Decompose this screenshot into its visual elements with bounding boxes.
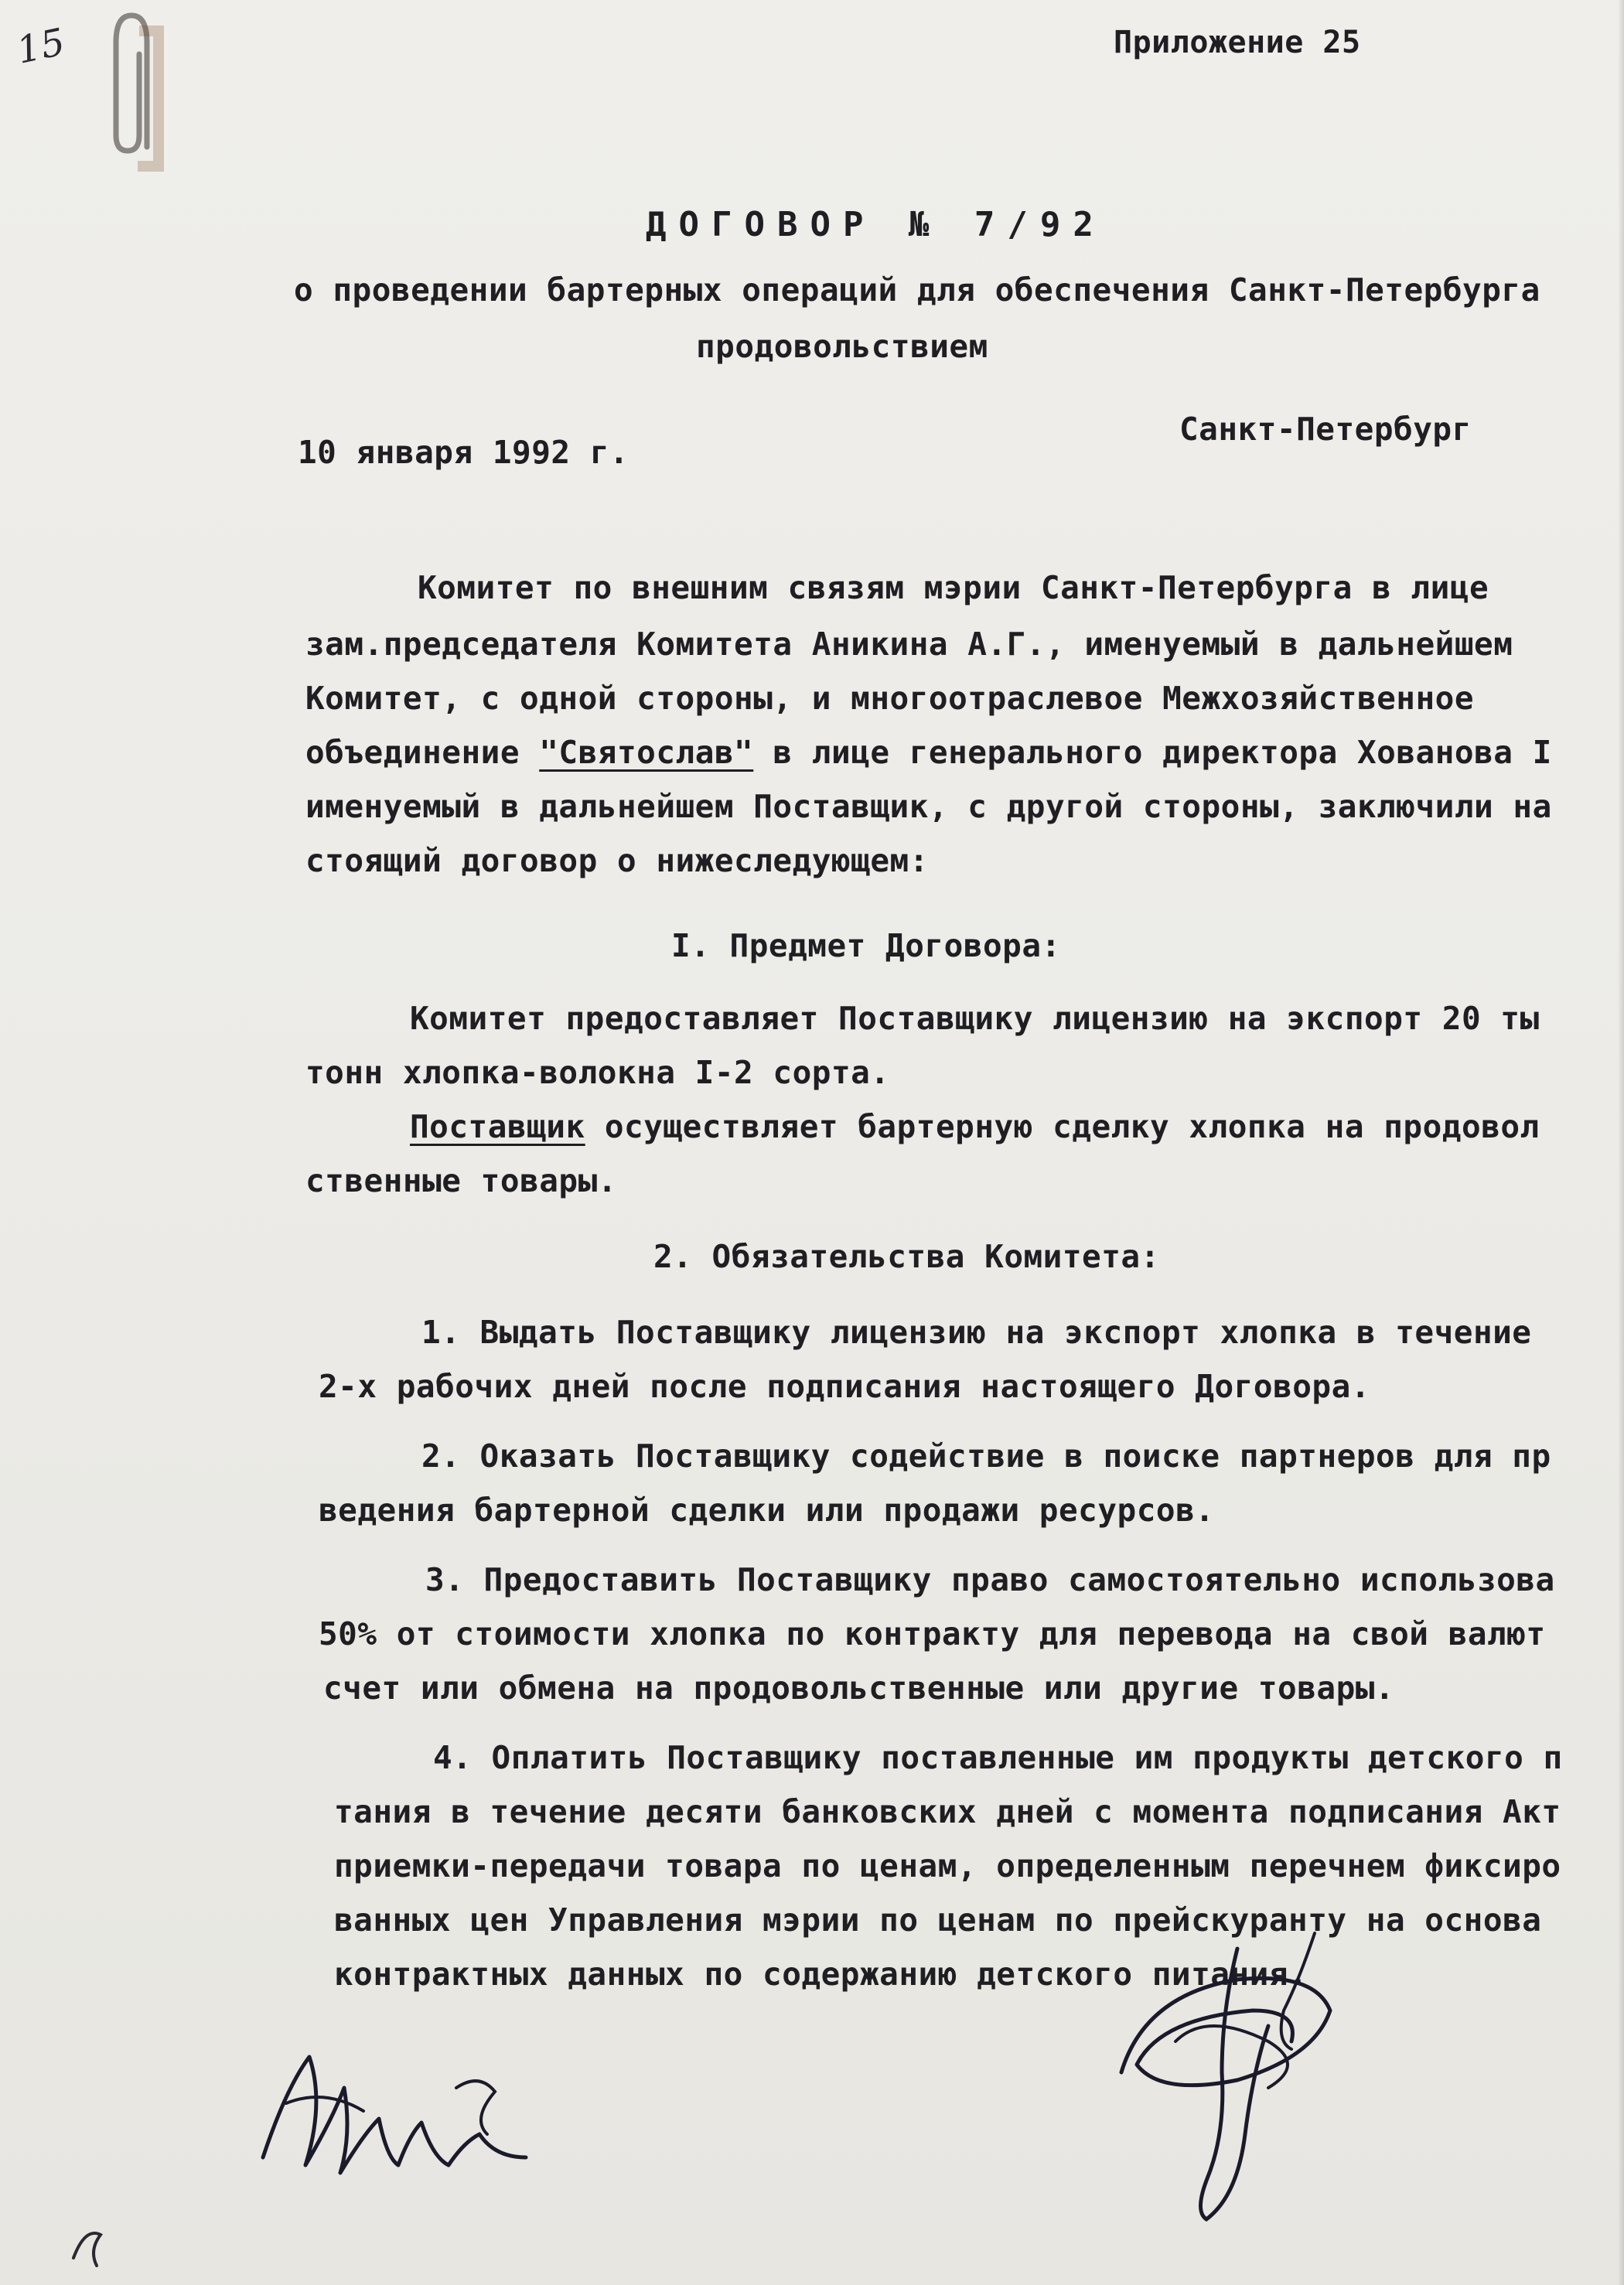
preamble-line: стоящий договор о нижеследующем:	[305, 842, 929, 879]
obligation-line: 3. Предоставить Поставщику право самостоятельно использова	[425, 1561, 1555, 1598]
section-text: тонн хлопка-волокна I-2 сорта.	[305, 1054, 890, 1091]
preamble-line: Комитет по внешним связям мэрии Санкт-Петербурга в лице	[418, 569, 1489, 606]
obligation-line: приемки-передачи товара по ценам, определенным перечнем фиксиро	[334, 1847, 1561, 1884]
section-text: ственные товары.	[305, 1162, 617, 1199]
section-heading: I. Предмет Договора:	[671, 927, 1061, 964]
preamble-line: именуемый в дальнейшем Поставщик, с другой стороны, заключили на	[305, 788, 1552, 825]
document-subtitle-line2: продовольствием	[696, 328, 988, 365]
document-title: ДОГОВОР № 7/92	[646, 205, 1106, 244]
obligation-line: ведения бартерной сделки или продажи ресурсов.	[319, 1492, 1215, 1529]
margin-number: 15	[12, 20, 70, 73]
section-heading: 2. Обязательства Комитета:	[653, 1238, 1160, 1275]
obligation-line: счет или обмена на продовольственные или другие товары.	[323, 1669, 1395, 1707]
preamble-text: объединение	[305, 734, 540, 771]
section-text: Комитет предоставляет Поставщику лицензию на экспорт 20 ты	[410, 1000, 1540, 1037]
preamble-line: Комитет, с одной стороны, и многоотраслевое Межхозяйственное	[305, 680, 1475, 717]
obligation-line: 2-х рабочих дней после подписания настоящего Договора.	[319, 1368, 1370, 1405]
supplier-term: Поставщик	[410, 1108, 585, 1145]
document-city: Санкт-Петербург	[1179, 411, 1472, 448]
preamble-text: в лице генерального директора Хованова I	[753, 734, 1552, 771]
document-subtitle-line1: о проведении бартерных операций для обеспечения Санкт-Петербурга	[294, 271, 1540, 309]
obligation-line: контрактных данных по содержанию детского питания.	[334, 1956, 1308, 1993]
section-text-rest: осуществляет бартерную сделку хлопка на продовол	[585, 1108, 1540, 1145]
appendix-label: Приложение 25	[1114, 25, 1361, 60]
preamble-line: зам.председателя Комитета Аникина А.Г., именуемый в дальнейшем	[305, 626, 1513, 663]
obligation-line: 2. Оказать Поставщику содействие в поиске партнеров для пр	[421, 1438, 1551, 1475]
obligation-line: тания в течение десяти банковских дней с момента подписания Акт	[334, 1793, 1561, 1830]
obligation-line: 4. Оплатить Поставщику поставленные им продукты детского п	[433, 1739, 1563, 1776]
obligation-line: 50% от стоимости хлопка по контракту для перевода на свой валют	[319, 1615, 1546, 1652]
document-date: 10 января 1992 г.	[298, 434, 629, 471]
organization-name: "Святослав"	[539, 734, 754, 771]
obligation-line: ванных цен Управления мэрии по ценам по прейскуранту на основа	[334, 1901, 1542, 1939]
obligation-line: 1. Выдать Поставщику лицензию на экспорт хлопка в течение	[421, 1314, 1532, 1351]
